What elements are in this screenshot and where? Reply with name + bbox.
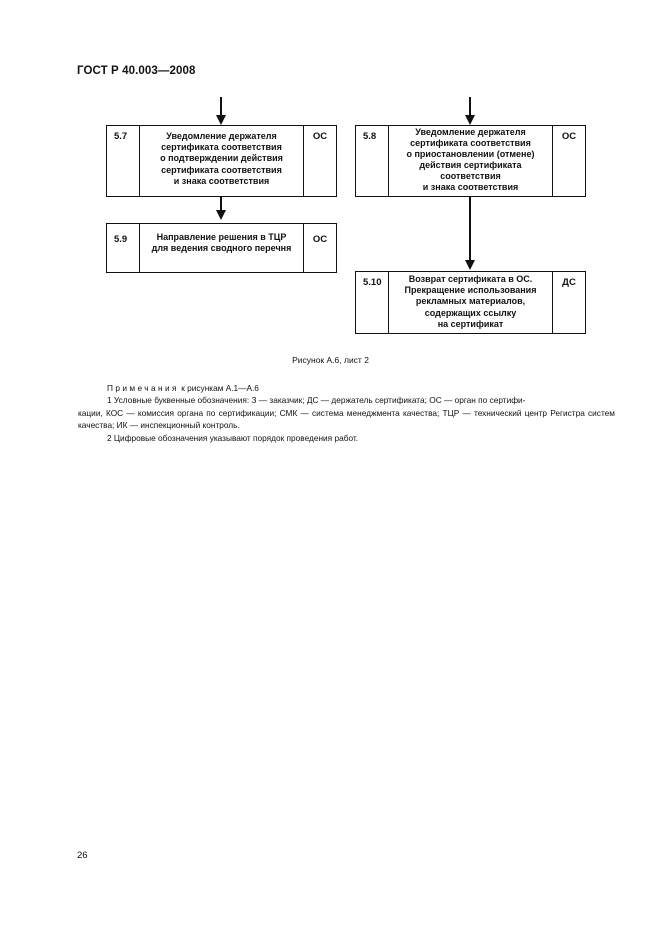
arrow-into-5-7 [220,97,222,117]
step-responsible: ДС [562,277,576,288]
notes-title-suffix: к рисункам А.1—А.6 [178,383,259,393]
step-description: Уведомление держателя сертификата соответствия о приостановлении (отмене) действия сертификата соответствия и знака соответствия [389,126,553,196]
note-1-continuation: кации, КОС — комиссия органа по сертификации; СМК — система менеджмента качества; ТЦР — технический центр Регистра систем качества; ИК — инспекционный контроль. [78,407,615,431]
step-number: 5.10 [356,272,389,333]
step-responsible: ОС [312,234,328,245]
flow-box-5-7 [106,125,337,197]
page-number: 26 [77,850,88,861]
step-number: 5.9 [107,224,140,272]
note-1-first-line: 1 Условные буквенные обозначения: З — заказчик; ДС — держатель сертификата; ОС — орган по сертифи- [107,395,526,406]
arrowhead-5-7-to-5-9 [216,210,226,220]
flow-box-5-10 [355,271,586,334]
step-number: 5.8 [356,126,389,196]
arrow-into-5-8 [469,97,471,117]
arrow-5-8-to-5-10 [469,197,471,262]
flow-box-5-9 [106,223,337,273]
notes-title-word: Примечания [107,383,179,393]
notes-block [78,382,615,444]
note-2: 2 Цифровые обозначения указывают порядок проведения работ. [107,432,359,443]
step-description: Уведомление держателя сертификата соответствия о подтверждении действия сертификата соответствия и знака соответствия [140,126,304,196]
step-description: Возврат сертификата в ОС. Прекращение использования рекламных материалов, содержащих ссылку на сертификат [389,272,553,333]
step-responsible: ОС [561,131,577,142]
figure-caption: Рисунок А.6, лист 2 [292,355,369,365]
arrowhead-into-5-7 [216,115,226,125]
arrowhead-5-8-to-5-10 [465,260,475,270]
flow-box-5-8 [355,125,586,197]
step-description: Направление решения в ТЦР для ведения сводного перечня [140,224,304,272]
step-responsible: ОС [312,131,328,142]
document-header: ГОСТ Р 40.003—2008 [77,65,196,77]
step-number: 5.7 [107,126,140,196]
notes-title [107,382,615,394]
arrowhead-into-5-8 [465,115,475,125]
